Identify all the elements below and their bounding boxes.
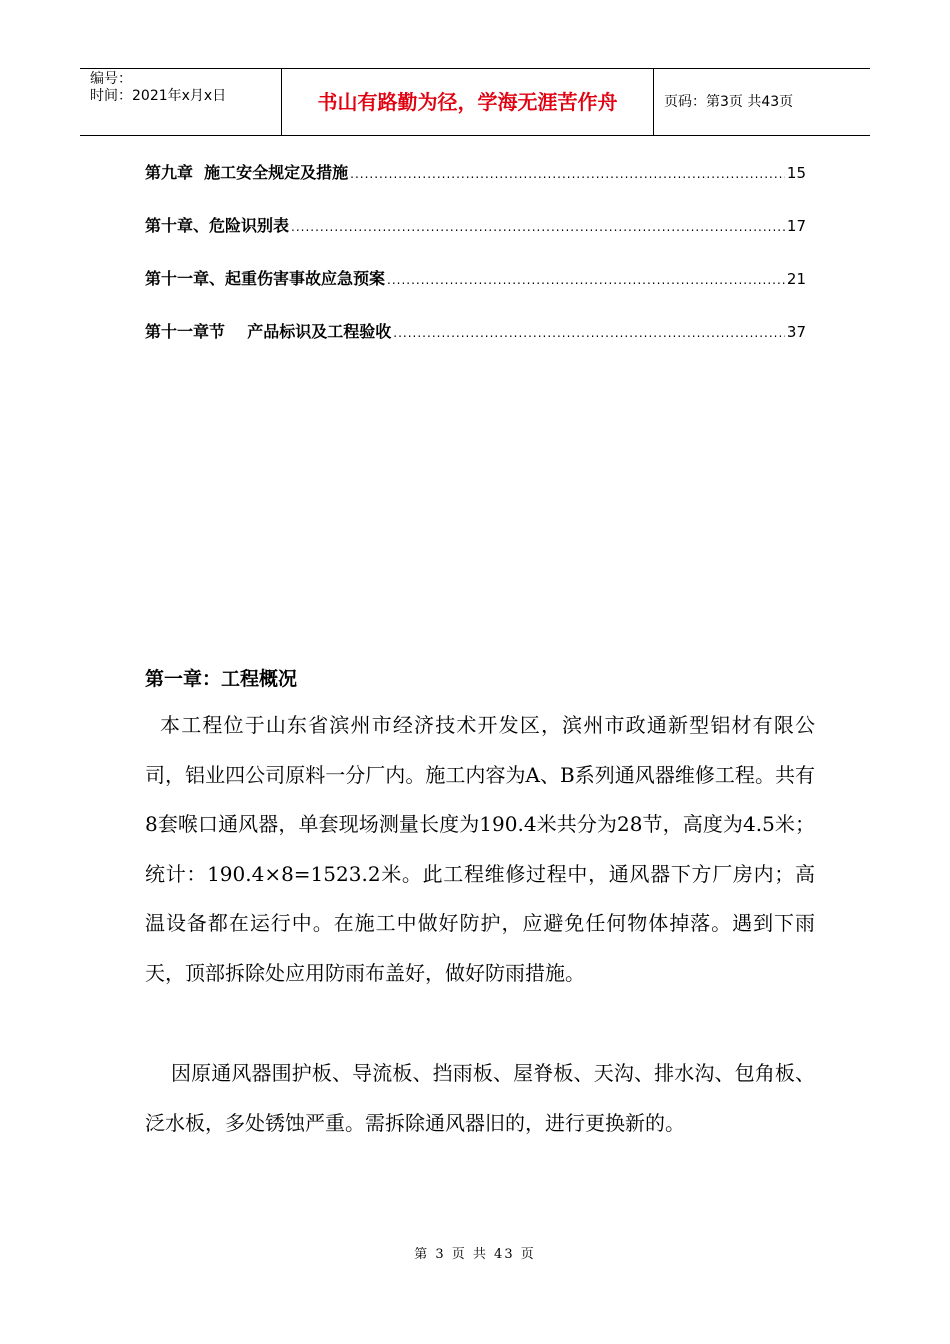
toc-entry[interactable] (145, 266, 806, 288)
toc-leader-dots (291, 220, 785, 234)
toc-entry[interactable] (145, 213, 806, 235)
toc-entry-title: 第九章 施工安全规定及措施 (145, 163, 349, 182)
header-meta (80, 69, 282, 135)
header-motto: 书山有路勤为径，学海无涯苦作舟 (282, 69, 654, 135)
chapter-title: 第一章：工程概况 (145, 668, 298, 690)
body-paragraph: 本工程位于山东省滨州市经济技术开发区，滨州市政通新型铝材有限公司，铝业四公司原料一分厂内。施工内容为A、B系列通风器维修工程。共有8套喉口通风器，单套现场测量长度为190.4米共分为28节，高度为4.5米；统计：190.4×8=1523.2米。此工程维修过程中，通风器下方厂房内；高温设备都在运行中。在施工中做好防护，应避免任何物体掉落。遇到下雨天，顶部拆除处应用防雨布盖好，做好防雨措施。 (145, 713, 815, 985)
toc-entry-title: 第十一章节 产品标识及工程验收 (145, 322, 392, 341)
document-date: 时间：2021年x月x日 (90, 88, 227, 104)
page-footer: 第 3 页 共 43 页 (414, 1247, 536, 1262)
header-page-info: 页码：第3页 共43页 (664, 94, 794, 110)
document-number-label: 编号： (90, 71, 132, 87)
toc-leader-dots (393, 326, 785, 340)
toc-entry[interactable] (145, 160, 806, 182)
body-paragraph: 因原通风器围护板、导流板、挡雨板、屋脊板、天沟、排水沟、包角板、泛水板，多处锈蚀严重。需拆除通风器旧的，进行更换新的。 (145, 1061, 815, 1135)
toc-leader-dots (350, 167, 785, 181)
page-header (80, 68, 870, 136)
toc-entry-page: 17 (786, 217, 806, 235)
toc-entry-page: 21 (786, 270, 806, 288)
toc-leader-dots (387, 273, 785, 287)
toc-entry[interactable] (145, 319, 806, 341)
toc-entry-title: 第十章、危险识别表 (145, 216, 290, 235)
toc-entry-page: 37 (786, 323, 806, 341)
toc-entry-page: 15 (786, 164, 806, 182)
toc-entry-title: 第十一章、起重伤害事故应急预案 (145, 269, 386, 288)
